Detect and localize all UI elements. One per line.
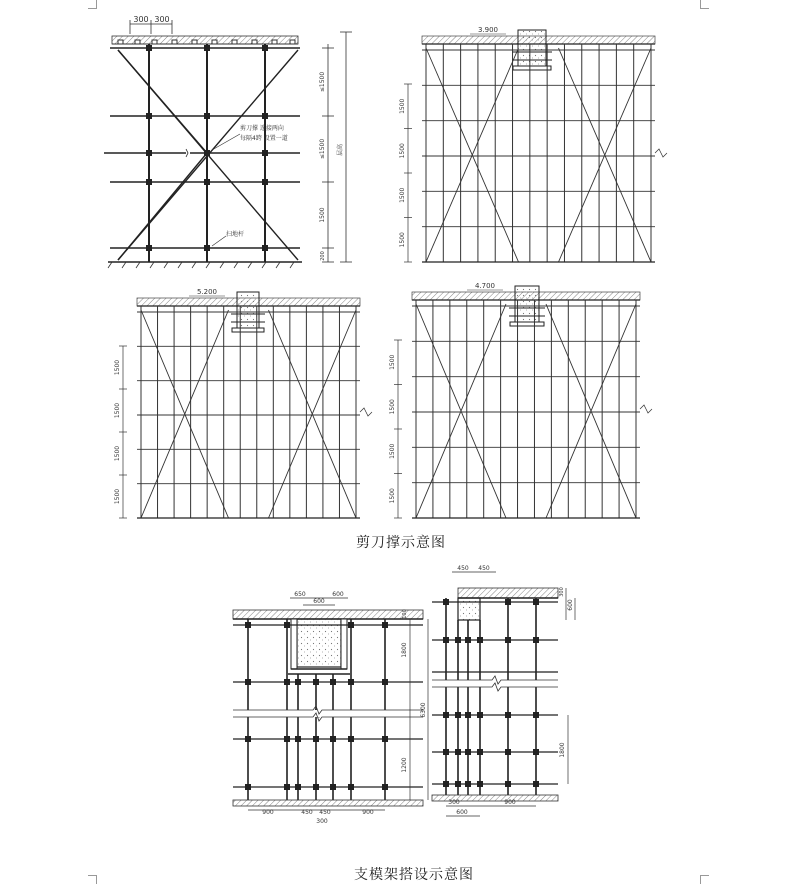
dimension-text: 1500	[114, 445, 121, 462]
p5-top-dim-3: 600	[332, 591, 344, 598]
p6-bottom-dim-3: 600	[456, 809, 468, 816]
dimension-text: 1500	[389, 399, 396, 415]
p1-right-dim-1: ≤1500	[319, 71, 326, 93]
p5-right-dim-3: 6300	[420, 702, 427, 718]
p5-top-dim-2: 600	[313, 598, 325, 605]
p6-right-dim-1: 300	[559, 587, 565, 597]
p6-bottom-dim-1: 300	[448, 799, 460, 806]
dimension-text: 1500	[114, 359, 121, 376]
dimension-text: 1500	[389, 443, 396, 459]
caption-scissor-brace: 剪刀撑示意图	[356, 535, 446, 551]
p5-right-dim-1: 100	[402, 609, 408, 619]
p5-bottom-dim-5: 300	[316, 818, 328, 825]
p1-right-dim-2: ≤1500	[319, 138, 326, 160]
elevation-label: 4.700	[474, 282, 496, 290]
p6-right-dim-3: 1800	[559, 742, 566, 758]
panel-elevation-4700	[389, 282, 652, 518]
p1-top-dim-2: 300	[154, 15, 170, 24]
p6-bottom-dim-2: 900	[504, 799, 516, 806]
dimension-text: 1500	[114, 488, 121, 505]
dimension-text: 1500	[399, 98, 406, 114]
beam-soffit	[510, 322, 544, 326]
p1-sweep-label: 扫地杆	[226, 231, 245, 238]
panel-elevation-5200	[114, 288, 372, 518]
p5-bottom-dim-4: 900	[362, 809, 374, 816]
p6-right-dim-2: 600	[567, 599, 574, 611]
p5-bottom-dim-2: 450	[301, 809, 313, 816]
panel-elevation-3900	[399, 26, 667, 262]
p1-top-dim-1: 300	[133, 15, 149, 24]
p5-right-dim-4: 1200	[401, 757, 408, 773]
dimension-text: 1500	[399, 187, 406, 203]
elevation-label: 5.200	[196, 288, 218, 296]
beam	[515, 286, 539, 322]
dimension-text: 1500	[399, 232, 406, 248]
break-mark	[640, 405, 652, 413]
p6-top-dim-1: 450	[457, 565, 469, 572]
p5-top-dim-1: 650	[294, 591, 306, 598]
panel-formwork-section-b	[432, 565, 575, 816]
elevation-label: 3.900	[477, 26, 499, 34]
p5-right-dim-2: 1800	[401, 642, 408, 658]
break-mark	[655, 149, 667, 157]
break-mark	[360, 408, 372, 416]
dimension-text: 1500	[114, 402, 121, 419]
p1-right-dim-4: 200	[320, 251, 326, 261]
p1-height-label: 层高	[337, 143, 344, 157]
beam-soffit	[513, 66, 551, 70]
dimension-text: 1500	[389, 488, 396, 504]
caption-formwork: 支模架搭设示意图	[354, 867, 474, 883]
p1-right-dim-3: 1500	[319, 207, 326, 223]
panel-formwork-section-a	[233, 591, 428, 825]
p6-top-dim-2: 450	[478, 565, 490, 572]
panel-scissor-detail	[104, 15, 352, 268]
beam	[518, 30, 546, 66]
p1-note-1: 剪刀撑 连接两向	[240, 125, 284, 132]
p5-bottom-dim-1: 900	[262, 809, 274, 816]
dimension-text: 1500	[399, 143, 406, 159]
beam-soffit	[232, 328, 264, 332]
dimension-text: 1500	[389, 354, 396, 370]
p1-note-2: 每隔4跨 设置一道	[240, 135, 288, 142]
p5-bottom-dim-3: 450	[319, 809, 331, 816]
